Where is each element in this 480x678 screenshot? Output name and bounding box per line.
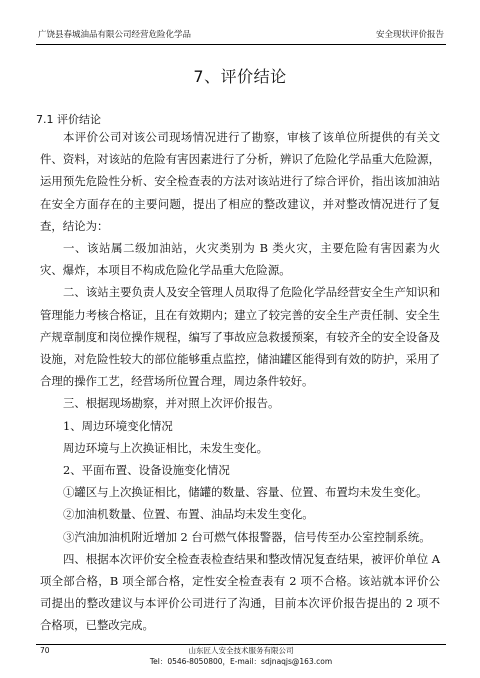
section-heading: 7.1 评价结论 bbox=[36, 113, 101, 126]
paragraph-conclusion-1: 一、该站属二级加油站，火灾类别为 B 类火灾，主要危险有害因素为火灾、爆炸，本项目不构成危险化学品重大危险源。 bbox=[40, 241, 440, 278]
footer-contact: Tel：0546-8050800，E-mail：sdjnaqjs@163.com bbox=[149, 657, 333, 666]
paragraph-conclusion-4: 四、根据本次评价安全检查表检查结果和整改情况复查结果，被评价单位 A 项全部合格，B 项全部合格，定性安全检查表有 2 项不合格。该站就本评价公司提出的整改建议与本评价公司进行了沟通，目前本次评价报告提出的 2 项不合格项，已整改完成。 bbox=[40, 551, 440, 633]
page-number: 70 bbox=[40, 646, 50, 655]
paragraph-conclusion-2: 二、该站主要负责人及安全管理人员取得了危险化学品经营安全生产知识和管理能力考核合格证，且在有效期内；建立了较完善的安全生产责任制、安全生产规章制度和岗位操作规程，编写了事故应急救援预案，有较齐全的安全设备及设施，对危险性较大的部位能够重点监控，储油罐区能得到有效的防护，采用了合理的操作工艺，经营场所位置合理，周边条件较好。 bbox=[40, 285, 440, 389]
header-company-title: 广饶县春城油品有限公司经营危险化学品 bbox=[38, 30, 192, 40]
paragraph-conclusion-3: 三、根据现场勘察，并对照上次评价报告。 bbox=[63, 396, 280, 411]
page-header bbox=[36, 26, 446, 44]
paragraph-item-2-a: ①罐区与上次换证相比，储罐的数量、容量、位置、布置均未发生变化。 bbox=[63, 485, 428, 500]
chapter-title: 7、评价结论 bbox=[193, 67, 287, 86]
paragraph-item-2-b: ②加油机数量、位置、布置、油品均未发生变化。 bbox=[63, 507, 314, 522]
paragraph-item-1: 1、周边环境变化情况 bbox=[63, 418, 173, 433]
header-divider bbox=[36, 44, 446, 45]
paragraph-intro: 本评价公司对该公司现场情况进行了勘察，审核了该单位所提供的有关文件、资料，对该站的危险有害因素进行了分析，辨识了危险化学品重大危险源，运用预先危险性分析、安全检查表的方法对该站进行了综合评价，指出该加油站在安全方面存在的主要问题，提出了相应的整改建议，并对整改情况进行了复查，结论为： bbox=[40, 130, 440, 233]
paragraph-item-2: 2、平面布置、设备设施变化情况 bbox=[63, 463, 230, 478]
document-body bbox=[40, 126, 440, 637]
footer-company: 山东匠人安全技术服务有限公司 bbox=[188, 646, 294, 655]
paragraph-item-2-c: ③汽油加油机附近增加 2 台可燃气体报警器，信号传至办公室控制系统。 bbox=[63, 529, 431, 544]
header-report-title: 安全现状评价报告 bbox=[375, 30, 444, 40]
paragraph-item-1-detail: 周边环境与上次换证相比，未发生变化。 bbox=[63, 440, 269, 455]
